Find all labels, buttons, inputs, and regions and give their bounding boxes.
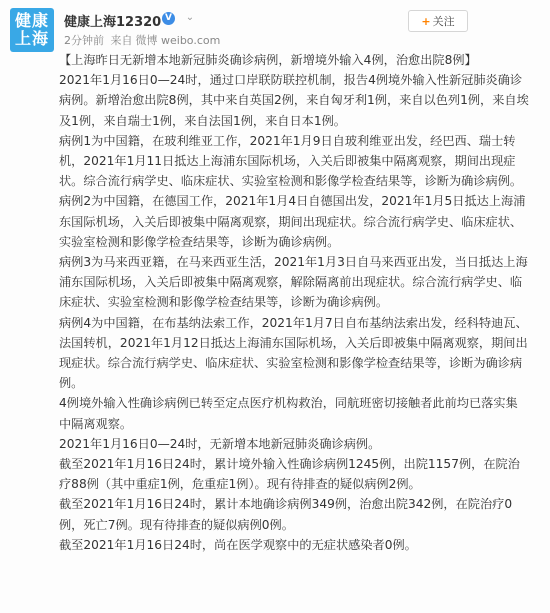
post-paragraph: 病例2为中国籍，在德国工作，2021年1月4日自德国出发，2021年1月5日抵达上海浦东国际机场，入关后即被集中隔离观察，期间出现症状。综合流行病学史、临床症状、实验室检测和影像学检查结果等，诊断为确诊病例。 [59, 194, 526, 249]
post-content [59, 50, 529, 555]
post-meta [64, 32, 220, 48]
post-time[interactable]: 2分钟前 [64, 34, 104, 47]
post-paragraph: 2021年1月16日0—24时，通过口岸联防联控机制，报告4例境外输入性新冠肺炎确诊病例。新增治愈出院8例，其中来自英国2例，来自匈牙利1例，来自以色列1例，来自埃及1例，来自瑞士1例，来自法国1例，来自日本1例。 [59, 73, 529, 128]
post-paragraph: 2021年1月16日0—24时，无新增本地新冠肺炎确诊病例。 [59, 436, 381, 451]
avatar-text-line1: 健康 [14, 11, 49, 30]
source-prefix: 来自 [110, 34, 133, 47]
post-source[interactable]: 微博 weibo.com [135, 34, 221, 47]
post-paragraph: 病例3为马来西亚籍，在马来西亚生活，2021年1月3日自马来西亚出发，当日抵达上海浦东国际机场，入关后即被集中隔离观察，解除隔离前出现症状。综合流行病学史、临床症状、实验室检测和影像学检查结果等，诊断为确诊病例。 [59, 255, 528, 310]
avatar-text-line2: 上海 [14, 29, 49, 48]
follow-label: 关注 [432, 15, 455, 28]
post-paragraph: 截至2021年1月16日24时，累计本地确诊病例349例，治愈出院342例，在院治疗0例，死亡7例。现有待排查的疑似病例0例。 [59, 497, 513, 532]
follow-button[interactable] [408, 10, 468, 32]
post-paragraph: 病例4为中国籍，在布基纳法索工作，2021年1月7日自布基纳法索出发，经科特迪瓦、法国转机，2021年1月12日抵达上海浦东国际机场，入关后即被集中隔离观察，期间出现症状。综合流行病学史、临床症状、实验室检测和影像学检查结果等，诊断为确诊病例。 [59, 315, 528, 391]
verified-badge-icon: V [162, 12, 175, 25]
account-name[interactable]: 健康上海12320 [64, 15, 162, 30]
post-header [10, 8, 540, 48]
post-paragraph: 截至2021年1月16日24时，累计境外输入性确诊病例1245例，出院1157例，在院治疗88例（其中重症1例，危重症1例）。现有待排查的疑似病例2例。 [59, 457, 520, 492]
post-headline: 【上海昨日无新增本地新冠肺炎确诊病例，新增境外输入4例，治愈出院8例】 [59, 53, 477, 67]
plus-icon: + [421, 15, 431, 28]
post-paragraph: 截至2021年1月16日24时，尚在医学观察中的无症状感染者0例。 [59, 537, 417, 552]
post-paragraph: 病例1为中国籍，在玻利维亚工作，2021年1月9日自玻利维亚出发，经巴西、瑞士转机，2021年1月11日抵达上海浦东国际机场，入关后即被集中隔离观察，期间出现症状。综合流行病学史、临床症状、实验室检测和影像学检查结果等，诊断为确诊病例。 [59, 133, 523, 189]
avatar[interactable] [10, 8, 54, 52]
chevron-down-icon[interactable]: ⌄ [185, 12, 195, 23]
post-paragraph: 4例境外输入性确诊病例已转至定点医疗机构救治，同航班密切接触者此前均已落实集中隔离观察。 [59, 396, 518, 431]
